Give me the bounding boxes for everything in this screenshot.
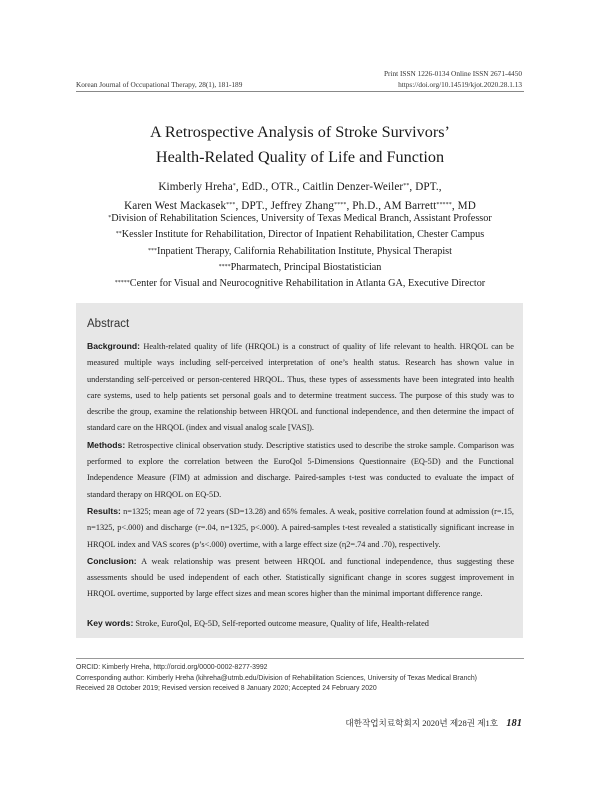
keywords [87,618,429,628]
abstract-heading: Abstract [87,318,130,330]
orcid-note: ORCID: Kimberly Hreha, http://orcid.org/0000-0002-8277-3992 [76,664,268,671]
abstract-body [87,338,514,603]
results-label: Results: [87,505,121,516]
abstract-conclusion [87,553,514,603]
affiliation-item: **Kessler Institute for Rehabilitation, Director of Inpatient Rehabilitation, Chester Campus [115,229,485,241]
page-footer [345,717,522,729]
issn-line: Print ISSN 1226-0134 Online ISSN 2671-4450 [383,69,522,78]
background-label: Background: [87,341,140,351]
abstract-background [87,338,514,437]
abstract-box [76,303,523,638]
methods-label: Methods: [87,439,126,450]
affiliation-item: *****Center for Visual and Neurocognitive Rehabilitation in Atlanta GA, Executive Director [114,278,486,290]
abstract-methods [87,437,514,503]
journal-citation: Korean Journal of Occupational Therapy, 28(1), 181-189 [76,80,243,89]
conclusion-text: A weak relationship was present between HRQOL and functional independence, thus suggesting these assessments should be used independent of each other. Statistically significant change in scores suggest improvement in HRQOL overtime, supported by large effect sizes and mean scores higher than the minimal important difference range. [87,556,514,599]
results-text: n=1325; mean age of 72 years (SD=13.28) and 65% females. A weak, positive correlation found at admission (r=.15, n=1325, p<.000) and discharge (r=.04, n=1325, p<.000). A paired-samples t-test revealed a statistically significant increase in HRQOL index and VAS scores (p’s<.000) overtime, with a large effect size (η2=.74 and .70), respectively. [87,506,514,549]
title-line-2: Health-Related Quality of Life and Function [155,148,445,166]
conclusion-label: Conclusion: [87,555,137,566]
paper-title [60,120,540,170]
doi-link[interactable]: https://doi.org/10.14519/kjot.2020.28.1.13 [398,80,522,89]
authors-line-2-text: Karen West Mackasek***, DPT., Jeffrey Zhang****, Ph.D., AM Barrett*****, MD [124,200,476,212]
page-number: 181 [506,718,522,729]
affiliation-item: ***Inpatient Therapy, California Rehabilitation Institute, Physical Therapist [148,245,452,257]
footnotes [76,663,524,695]
keywords-label: Key words: [87,618,134,628]
header-divider [76,91,524,92]
methods-text: Retrospective clinical observation study. Descriptive statistics used to describe the stroke sample. Comparison was performed to explore the correlation between the EuroQol 5-Dimensions Questionnaire (EQ-5D) and the Functional Independence Measure (FIM) at admission and discharge. Paired-samples t-test was conducted to evaluate the impact of standard therapy on HRQOL on EQ-5D. [87,440,514,499]
authors-line-1-text: Kimberly Hreha*, EdD., OTR., Caitlin Denzer-Weiler**, DPT., [158,181,442,193]
footnote-divider [76,658,524,659]
received-dates-note: Received 28 October 2019; Revised version received 8 January 2020; Accepted 24 February 2020 [76,685,377,692]
affiliation-list [60,211,540,292]
affiliation-item: ****Pharmatech, Principal Biostatistician [218,261,382,273]
affiliation-item: *Division of Rehabilitation Sciences, University of Texas Medical Branch, Assistant Professor [108,213,492,224]
corresponding-author-note: Corresponding author: Kimberly Hreha (kihreha@utmb.edu/Division of Rehabilitation Sciences, University of Texas Medical Branch) [76,674,477,682]
background-text: Health-related quality of life (HRQOL) is a construct of quality of life relevant to health. HRQOL can be measured multiple ways including self-perceived interpretation of one’s health status. Research has shown value in understanding self-perceived or person-centered HRQOL. Thus, these types of assessments have been integrated into health care systems, used to help patients set personal goals and to determine treatment success. The purpose of this study was to describe the group, examine the relationship between HRQOL and functional independence, and then determine the impact of standard care on the HRQOL (index and visual analog scale [VAS]). [87,342,514,433]
journal-korean-name: 대한작업치료학회지 2020년 제28권 제1호 [345,718,499,728]
keywords-text: Stroke, EuroQol, EQ-5D, Self-reported outcome measure, Quality of life, Health-related [135,619,429,628]
title-line-1: A Retrospective Analysis of Stroke Survivors’ [150,123,450,141]
authors-line-1 [60,178,540,197]
abstract-results [87,503,514,553]
